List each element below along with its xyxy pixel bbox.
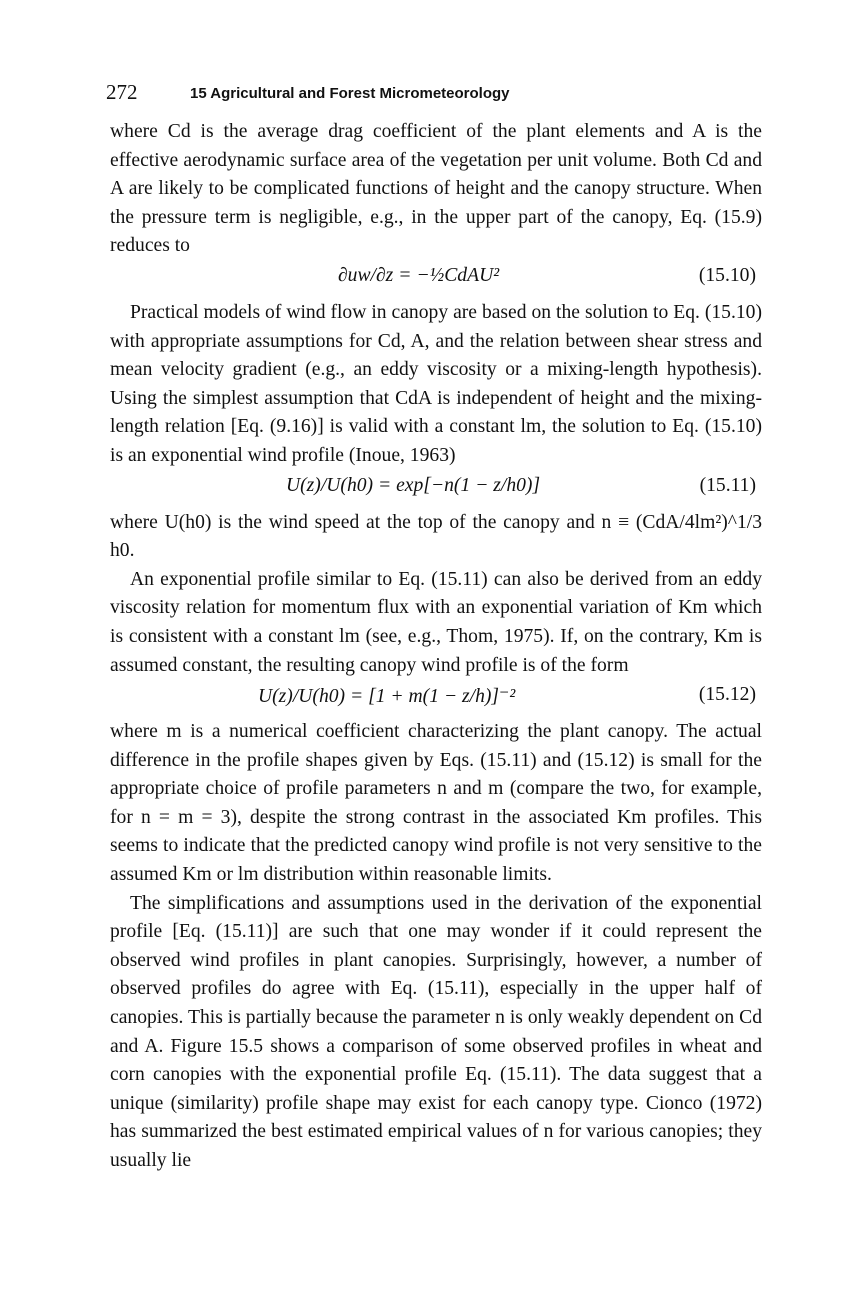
page-number: 272 — [106, 80, 138, 104]
equation-number: (15.12) — [698, 684, 756, 706]
paragraph: where m is a numerical coefficient characterizing the plant canopy. The actual difference in the profile shapes given by Eqs. (15.11) and (15.12) is small for the appropriate choice of profile parameters n and m (compare the two, for example, for n = m = 3), despite the strong contrast in the associated Km profiles. This seems to indicate that the predicted canopy wind profile is not very sensitive to the assumed Km or lm distribution within reasonable limits. — [110, 721, 762, 886]
equation-15-12 — [110, 680, 762, 718]
paragraph: where U(h0) is the wind speed at the top of the canopy and n ≡ (CdA/4lm²)^1/3 h0. — [110, 511, 762, 562]
running-head — [106, 72, 762, 106]
paragraph: Practical models of wind flow in canopy are based on the solution to Eq. (15.10) with appropriate assumptions for Cd, A, and the relation between shear stress and mean velocity gradient (e.g., an eddy viscosity or a mixing-length hypothesis). Using the simplest assumption that CdA is independent of height and the mixing-length relation [Eq. (9.16)] is valid with a constant lm, the solution to Eq. (15.10) is an exponential wind profile (Inoue, 1963) — [110, 301, 762, 466]
equation-number: (15.10) — [698, 264, 756, 286]
equation-15-10 — [110, 261, 762, 299]
paragraph: An exponential profile similar to Eq. (15.11) can also be derived from an eddy viscosity relation for momentum flux with an exponential variation of Km which is consistent with a constant lm (see, e.g., Thom, 1975). If, on the contrary, Km is assumed constant, the resulting canopy wind profile is of the form — [110, 568, 762, 676]
chapter-title: 15 Agricultural and Forest Micrometeorology — [190, 85, 510, 102]
page-body — [106, 72, 762, 1176]
equation-15-11 — [110, 471, 762, 509]
equation-number: (15.11) — [699, 474, 756, 496]
equation-body: U(z)/U(h0) = [1 + m(1 − z/h)]⁻² — [258, 686, 516, 708]
paragraph: The simplifications and assumptions used in the derivation of the exponential profile [Eq. (15.11)] are such that one may wonder if it could represent the observed wind profiles in plant canopies. Surprisingly, however, a number of observed profiles do agree with Eq. (15.11), especially in the upper half of canopies. This is partially because the parameter n is only weakly dependent on Cd and A. Figure 15.5 shows a comparison of some observed profiles in wheat and corn canopies with the exponential profile Eq. (15.11). The data suggest that a unique (similarity) profile shape may exist for each canopy type. Cionco (1972) has summarized the best estimated empirical values of n for various canopies; they usually lie — [110, 892, 762, 1171]
equation-body: ∂uw/∂z = −½CdAU² — [338, 264, 500, 286]
paragraph: where Cd is the average drag coefficient of the plant elements and A is the effective aerodynamic surface area of the vegetation per unit volume. Both Cd and A are likely to be complicated functions of height and the canopy structure. When the pressure term is negligible, e.g., in the upper part of the canopy, Eq. (15.9) reduces to — [110, 121, 762, 257]
equation-body: U(z)/U(h0) = exp[−n(1 − z/h0)] — [286, 474, 541, 496]
